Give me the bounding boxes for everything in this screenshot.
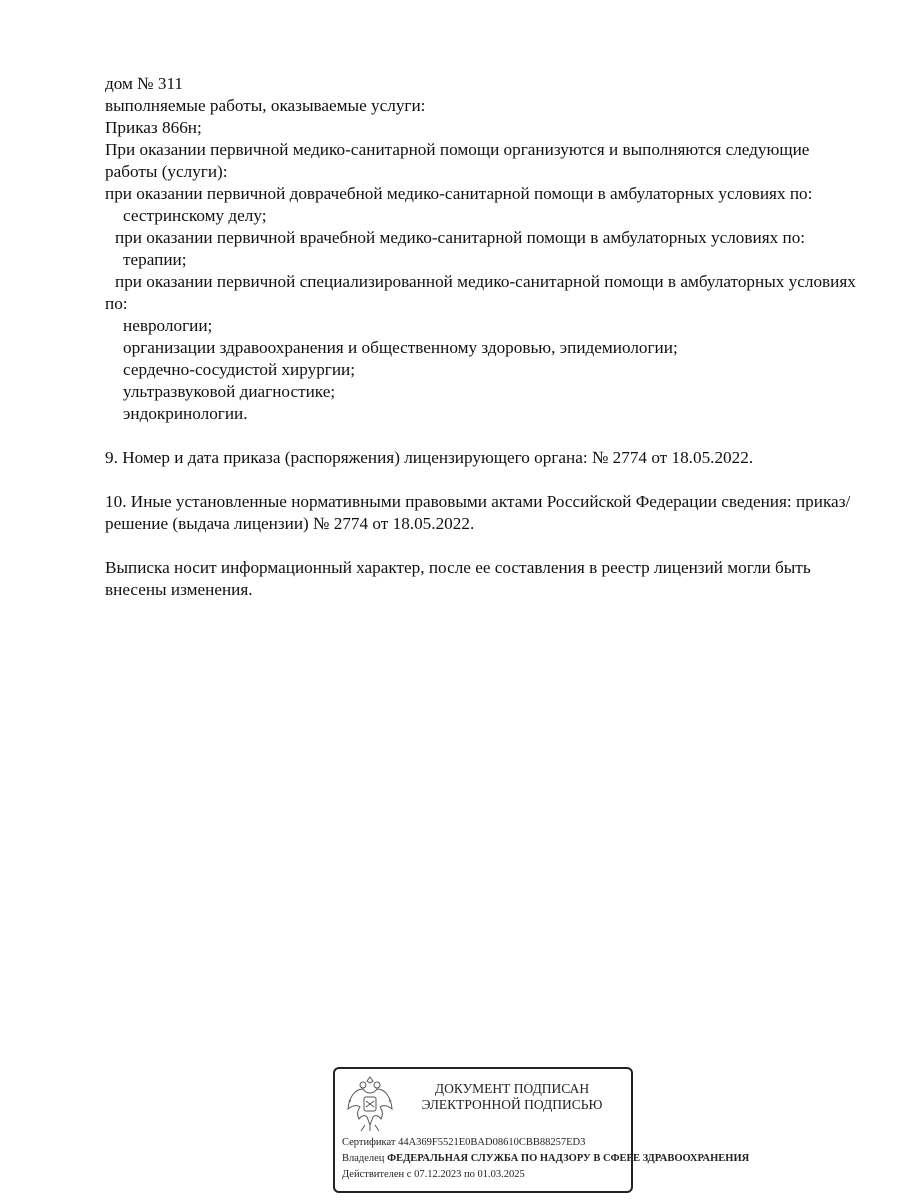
certificate-label: Сертификат (342, 1137, 396, 1148)
group1-heading: при оказании первичной доврачебной медико-санитарной помощи в амбулаторных условиях по: (105, 184, 813, 203)
section-9: 9. Номер и дата приказа (распоряжения) лицензирующего органа: № 2774 от 18.05.2022. (105, 448, 754, 467)
list-item: сердечно-сосудистой хирургии; (123, 360, 356, 379)
services-intro: При оказании первичной медико-санитарной помощи организуются и выполняются следующие работы (услуги): (105, 140, 810, 181)
disclaimer: Выписка носит информационный характер, после ее составления в реестр лицензий могли быть внесены изменения. (105, 558, 811, 599)
electronic-signature-stamp (333, 1067, 750, 1193)
russian-coat-of-arms-icon (345, 1075, 395, 1133)
list-item: эндокринологии. (123, 404, 248, 423)
stamp-title-line-2: ЭЛЕКТРОННОЙ ПОДПИСЬЮ (421, 1097, 603, 1112)
spacer (105, 425, 865, 447)
order-reference: Приказ 866н; (105, 118, 202, 137)
group3-heading: при оказании первичной специализированной медико-санитарной помощи в амбулаторных условиях по: (105, 272, 856, 313)
certificate-row (342, 1136, 585, 1149)
stamp-title (401, 1081, 623, 1113)
owner-value: ФЕДЕРАЛЬНАЯ СЛУЖБА ПО НАДЗОРУ В СФЕРЕ ЗДРАВООХРАНЕНИЯ (387, 1153, 750, 1164)
list-item: терапии; (123, 250, 187, 269)
owner-label: Владелец (342, 1153, 385, 1164)
spacer (105, 469, 865, 491)
owner-row (342, 1152, 749, 1165)
list-item: неврологии; (123, 316, 213, 335)
works-heading: выполняемые работы, оказываемые услуги: (105, 96, 426, 115)
list-item: ультразвуковой диагностике; (123, 382, 336, 401)
group2-heading: при оказании первичной врачебной медико-санитарной помощи в амбулаторных условиях по: (115, 228, 806, 247)
section-10: 10. Иные установленные нормативными правовыми актами Российской Федерации сведения: приказ/решение (выдача лицензии) № 2774 от 18.05.2022. (105, 492, 851, 533)
list-item: сестринскому делу; (123, 206, 267, 225)
list-item: организации здравоохранения и общественному здоровью, эпидемиологии; (123, 338, 678, 357)
certificate-value: 44A369F5521E0BAD08610CBB88257ED3 (398, 1137, 586, 1148)
validity-row: Действителен с 07.12.2023 по 01.03.2025 (342, 1169, 525, 1180)
document-body (105, 73, 865, 601)
spacer (105, 535, 865, 557)
stamp-title-line-1: ДОКУМЕНТ ПОДПИСАН (434, 1081, 590, 1096)
address-line: дом № 311 (105, 74, 184, 93)
